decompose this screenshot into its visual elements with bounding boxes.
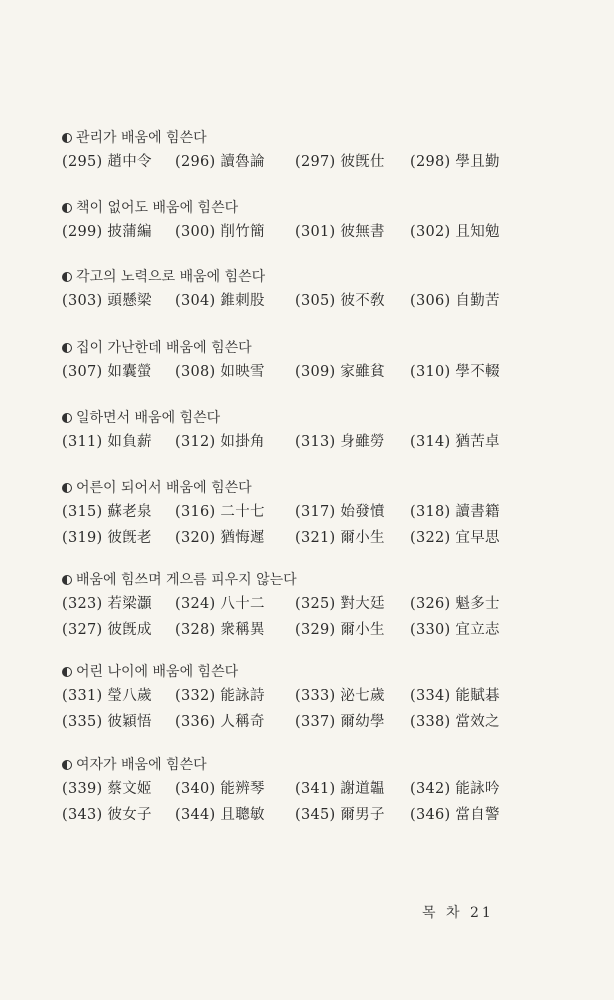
entry-row bbox=[62, 289, 532, 313]
verse-entry: (299) 披蒲編 bbox=[62, 224, 152, 240]
entry-row bbox=[62, 618, 532, 642]
verse-entry: (296) 讀魯論 bbox=[175, 154, 265, 170]
verse-entry: (345) 爾男子 bbox=[295, 807, 385, 823]
verse-entry: (317) 始發憤 bbox=[295, 504, 385, 520]
verse-entry: (313) 身雖勞 bbox=[295, 434, 385, 450]
section-heading: 어른이 되어서 배움에 힘쓴다 bbox=[62, 478, 532, 498]
verse-entry: (295) 趙中令 bbox=[62, 154, 152, 170]
verse-entry: (306) 自勤苦 bbox=[410, 293, 500, 309]
verse-entry: (301) 彼無書 bbox=[295, 224, 385, 240]
verse-entry: (309) 家雖貧 bbox=[295, 364, 385, 380]
entry-row bbox=[62, 592, 532, 616]
verse-entry: (324) 八十二 bbox=[175, 596, 265, 612]
verse-entry: (328) 衆稱異 bbox=[175, 622, 265, 638]
verse-entry: (315) 蘇老泉 bbox=[62, 504, 152, 520]
verse-entry: (326) 魁多士 bbox=[410, 596, 500, 612]
verse-entry: (298) 學且勤 bbox=[410, 154, 500, 170]
half-circle-bullet-icon bbox=[62, 483, 72, 493]
section-heading: 관리가 배움에 힘쓴다 bbox=[62, 128, 532, 148]
entry-row bbox=[62, 500, 532, 524]
verse-entry: (344) 且聰敏 bbox=[175, 807, 265, 823]
verse-entry: (346) 當自警 bbox=[410, 807, 500, 823]
verse-entry: (322) 宜早思 bbox=[410, 530, 500, 546]
entry-row bbox=[62, 430, 532, 454]
footer-label: 목 차 bbox=[422, 905, 463, 921]
verse-entry: (343) 彼女子 bbox=[62, 807, 152, 823]
entry-row bbox=[62, 684, 532, 708]
half-circle-bullet-icon bbox=[62, 413, 72, 423]
verse-entry: (341) 謝道韞 bbox=[295, 781, 385, 797]
page-footer bbox=[422, 902, 494, 922]
verse-entry: (304) 錐刺股 bbox=[175, 293, 265, 309]
verse-entry: (337) 爾幼學 bbox=[295, 714, 385, 730]
verse-entry: (333) 泌七歲 bbox=[295, 688, 385, 704]
section-heading: 집이 가난한데 배움에 힘쓴다 bbox=[62, 338, 532, 358]
section-heading: 일하면서 배움에 힘쓴다 bbox=[62, 408, 532, 428]
section-1 bbox=[62, 128, 532, 174]
entry-row bbox=[62, 150, 532, 174]
page-number: 21 bbox=[469, 905, 494, 921]
entry-row bbox=[62, 710, 532, 734]
entry-row bbox=[62, 777, 532, 801]
section-7 bbox=[62, 570, 532, 642]
verse-entry: (340) 能辨琴 bbox=[175, 781, 265, 797]
entry-row bbox=[62, 220, 532, 244]
verse-entry: (305) 彼不敎 bbox=[295, 293, 385, 309]
entry-row bbox=[62, 803, 532, 827]
verse-entry: (334) 能賦碁 bbox=[410, 688, 500, 704]
verse-entry: (310) 學不輟 bbox=[410, 364, 500, 380]
verse-entry: (319) 彼旣老 bbox=[62, 530, 152, 546]
section-6 bbox=[62, 478, 532, 550]
half-circle-bullet-icon bbox=[62, 272, 72, 282]
section-2 bbox=[62, 198, 532, 244]
half-circle-bullet-icon bbox=[62, 760, 72, 770]
verse-entry: (314) 猶苦卓 bbox=[410, 434, 500, 450]
section-3 bbox=[62, 267, 532, 313]
section-heading: 여자가 배움에 힘쓴다 bbox=[62, 755, 532, 775]
verse-entry: (332) 能詠詩 bbox=[175, 688, 265, 704]
verse-entry: (318) 讀書籍 bbox=[410, 504, 500, 520]
section-heading: 어린 나이에 배움에 힘쓴다 bbox=[62, 662, 532, 682]
verse-entry: (325) 對大廷 bbox=[295, 596, 385, 612]
verse-entry: (335) 彼穎悟 bbox=[62, 714, 152, 730]
half-circle-bullet-icon bbox=[62, 575, 72, 585]
verse-entry: (321) 爾小生 bbox=[295, 530, 385, 546]
entry-row bbox=[62, 360, 532, 384]
section-9 bbox=[62, 755, 532, 827]
verse-entry: (297) 彼旣仕 bbox=[295, 154, 385, 170]
entry-row bbox=[62, 526, 532, 550]
verse-entry: (336) 人稱奇 bbox=[175, 714, 265, 730]
verse-entry: (338) 當效之 bbox=[410, 714, 500, 730]
section-5 bbox=[62, 408, 532, 454]
half-circle-bullet-icon bbox=[62, 133, 72, 143]
verse-entry: (323) 若梁灝 bbox=[62, 596, 152, 612]
verse-entry: (303) 頭懸梁 bbox=[62, 293, 152, 309]
half-circle-bullet-icon bbox=[62, 203, 72, 213]
section-8 bbox=[62, 662, 532, 734]
verse-entry: (330) 宜立志 bbox=[410, 622, 500, 638]
section-heading: 각고의 노력으로 배움에 힘쓴다 bbox=[62, 267, 532, 287]
verse-entry: (329) 爾小生 bbox=[295, 622, 385, 638]
verse-entry: (320) 猶悔遲 bbox=[175, 530, 265, 546]
verse-entry: (302) 且知勉 bbox=[410, 224, 500, 240]
verse-entry: (327) 彼旣成 bbox=[62, 622, 152, 638]
verse-entry: (300) 削竹簡 bbox=[175, 224, 265, 240]
verse-entry: (307) 如囊螢 bbox=[62, 364, 152, 380]
half-circle-bullet-icon bbox=[62, 667, 72, 677]
verse-entry: (331) 瑩八歲 bbox=[62, 688, 152, 704]
verse-entry: (316) 二十七 bbox=[175, 504, 265, 520]
verse-entry: (308) 如映雪 bbox=[175, 364, 265, 380]
section-4 bbox=[62, 338, 532, 384]
section-heading: 책이 없어도 배움에 힘쓴다 bbox=[62, 198, 532, 218]
section-heading: 배움에 힘쓰며 게으름 피우지 않는다 bbox=[62, 570, 532, 590]
verse-entry: (311) 如負薪 bbox=[62, 434, 152, 450]
verse-entry: (339) 蔡文姬 bbox=[62, 781, 152, 797]
verse-entry: (312) 如掛角 bbox=[175, 434, 265, 450]
verse-entry: (342) 能詠吟 bbox=[410, 781, 500, 797]
half-circle-bullet-icon bbox=[62, 343, 72, 353]
